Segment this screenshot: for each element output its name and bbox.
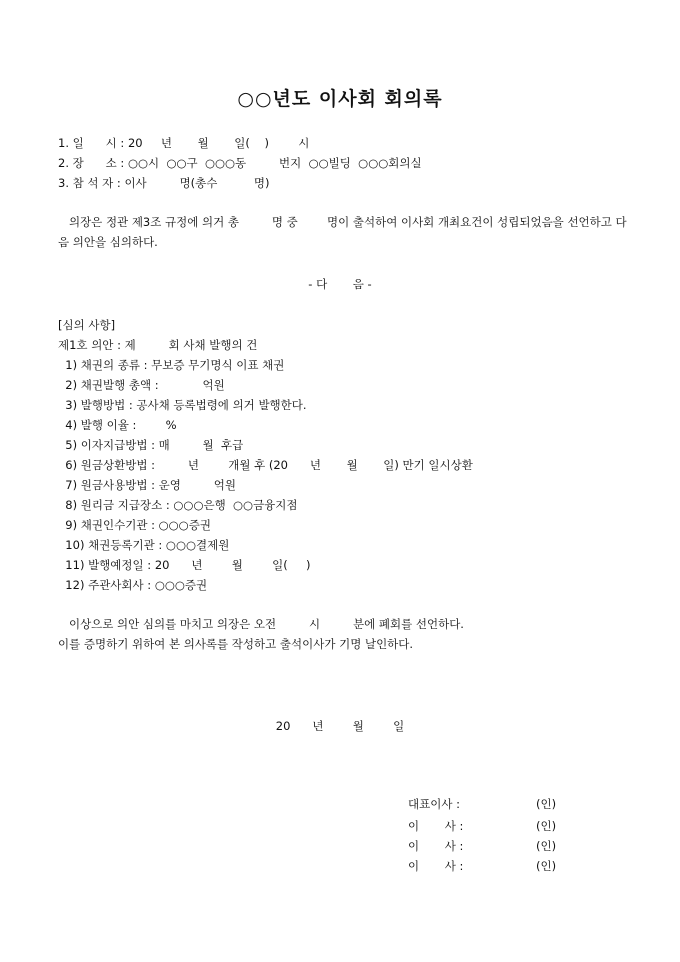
- signing-date: 20 년 월 일: [275, 719, 405, 733]
- seal-mark: (인): [536, 859, 557, 873]
- agenda-item: 5) 이자지급방법 : 매 월 후급: [58, 438, 244, 452]
- agenda-item: 10) 채권등록기관 : ○○○결제원: [58, 538, 230, 552]
- signature-label: 이 사 :: [408, 859, 464, 873]
- seal-mark: (인): [536, 819, 557, 833]
- signature-label: 이 사 :: [408, 819, 464, 833]
- agenda-item: 2) 채권발행 총액 : 억원: [58, 378, 225, 392]
- document-title: ○○년도 이사회 회의록: [237, 88, 443, 110]
- header-line-attendees: 3. 참 석 자 : 이사 명(총수 명): [58, 176, 270, 190]
- agenda-item: 4) 발행 이율 : %: [58, 418, 177, 432]
- agenda-item: 9) 채권인수기관 : ○○○증권: [58, 518, 211, 532]
- signature-label: 대표이사 :: [408, 797, 460, 811]
- agenda-item: 6) 원금상환방법 : 년 개월 후 (20 년 월 일) 만기 일시상환: [58, 458, 473, 472]
- signature-label: 이 사 :: [408, 839, 464, 853]
- agenda-title: 제1호 의안 : 제 회 사채 발행의 건: [58, 338, 258, 352]
- agenda-item: 3) 발행방법 : 공사채 등록법령에 의거 발행한다.: [58, 398, 307, 412]
- seal-mark: (인): [536, 797, 557, 811]
- agenda-item: 7) 원금사용방법 : 운영 억원: [58, 478, 236, 492]
- section-heading: [심의 사항]: [58, 318, 116, 332]
- agenda-item: 12) 주관사회사 : ○○○증권: [58, 578, 208, 592]
- agenda-item: 1) 채권의 종류 : 무보증 무기명식 이표 채권: [58, 358, 285, 372]
- header-line-date: 1. 일 시 : 20 년 월 일( ) 시: [58, 136, 310, 150]
- agenda-item: 11) 발행예정일 : 20 년 월 일( ): [58, 558, 311, 572]
- closing-paragraph: 이상으로 의안 심의를 마치고 의장은 오전 시 분에 폐회를 선언하다. 이를 증명하기 위하여 본 의사록를 작성하고 출석이사가 기명 날인하다.: [58, 617, 464, 651]
- agenda-item: 8) 원리금 지급장소 : ○○○은행 ○○금융지점: [58, 498, 298, 512]
- seal-mark: (인): [536, 839, 557, 853]
- intro-paragraph: 의장은 정관 제3조 규정에 의거 총 명 중 명이 출석하여 이사회 개최요건이 성립되었음을 선언하고 다음 의안을 심의하다.: [58, 215, 627, 249]
- divider-text: - 다 음 -: [308, 277, 372, 291]
- header-line-place: 2. 장 소 : ○○시 ○○구 ○○○동 번지 ○○빌딩 ○○○회의실: [58, 156, 422, 170]
